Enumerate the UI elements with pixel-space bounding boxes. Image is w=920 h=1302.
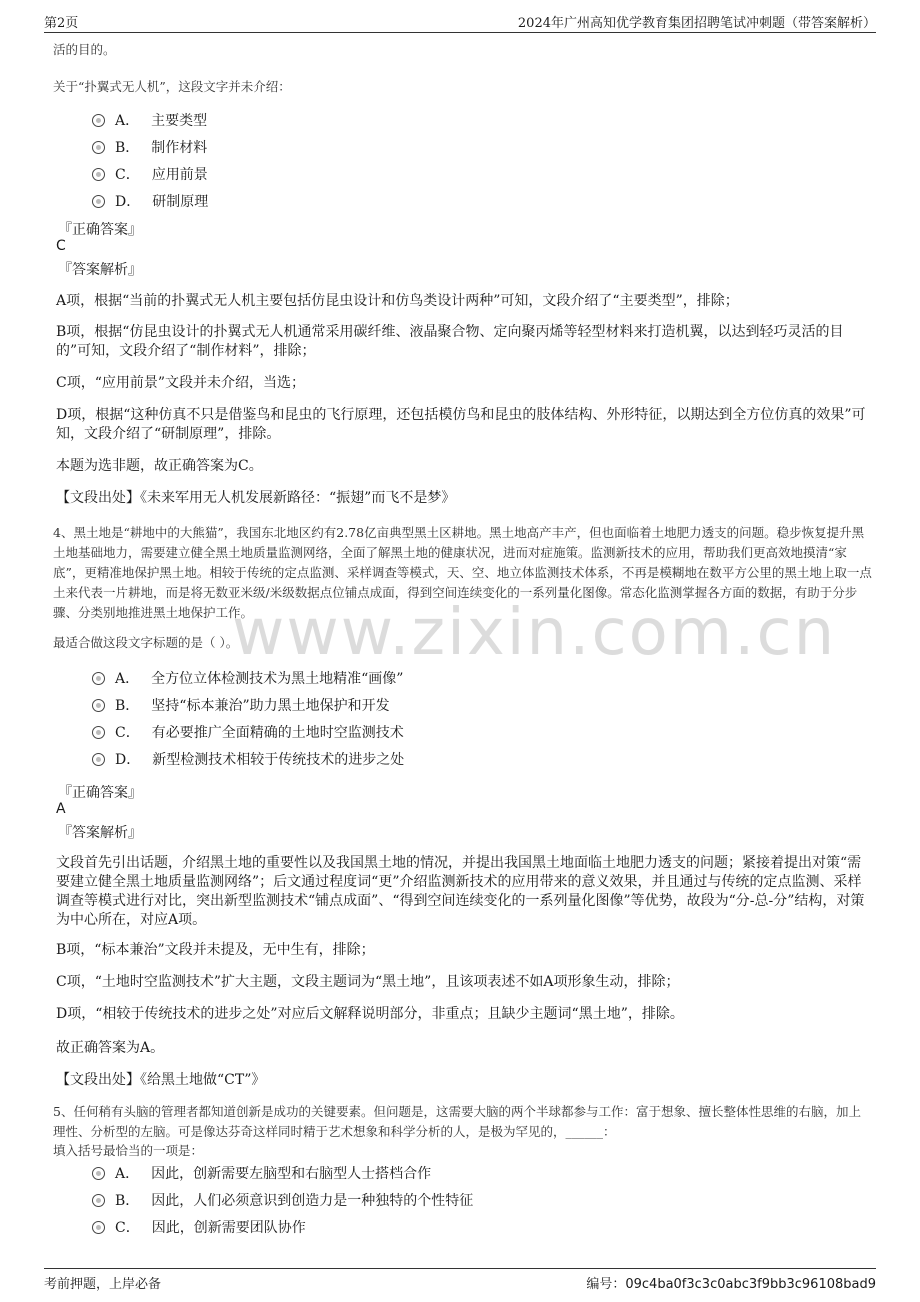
radio-icon[interactable]: [92, 168, 105, 181]
q5-option-a[interactable]: A． 因此，创新需要左脑型和右脑型人士搭档合作: [92, 1163, 431, 1183]
analysis-paragraph: B项，根据“仿昆虫设计的扑翼式无人机通常采用碳纤维、液晶聚合物、定向聚丙烯等轻型材料来打造机翼，以达到轻巧灵活的目的”可知，文段介绍了“制作材料”，排除；: [56, 324, 844, 359]
radio-icon[interactable]: [92, 1194, 105, 1207]
q4-option-d[interactable]: D． 新型检测技术相较于传统技术的进步之处: [92, 749, 404, 769]
radio-icon[interactable]: [92, 141, 105, 154]
radio-icon[interactable]: [92, 195, 105, 208]
radio-icon[interactable]: [92, 726, 105, 739]
q4-option-b[interactable]: B． 坚持“标本兼治”助力黑土地保护和开发: [92, 695, 390, 715]
analysis-paragraph: D项，根据“这种仿真不只是借鉴鸟和昆虫的飞行原理，还包括模仿鸟和昆虫的肢体结构、外形特征，以期达到全方位仿真的效果”可知，文段介绍了“研制原理”，排除。: [56, 407, 866, 442]
watermark: www.zixin.com.cn: [232, 596, 837, 670]
analysis-label: 『答案解析』: [58, 825, 142, 841]
question-5-passage: 5、任何稍有头脑的管理者都知道创新是成功的关键要素。但问题是，这需要大脑的两个半球都参与工作：富于想象、擅长整体性思维的右脑，加上理性、分析型的左脑。可是像达芬奇这样同时精于艺术想象和科学分析的人，是极为罕见的，______：: [53, 1104, 861, 1139]
analysis-paragraph: C项，“应用前景”文段并未介绍，当选；: [56, 375, 306, 391]
analysis-conclusion: 本题为选非题，故正确答案为C。: [56, 458, 263, 474]
q4-option-c[interactable]: C． 有必要推广全面精确的土地时空监测技术: [92, 722, 404, 742]
analysis-paragraph: B项，“标本兼治”文段并未提及，无中生有，排除；: [56, 942, 375, 958]
q5-option-b[interactable]: B． 因此，人们必须意识到创造力是一种独特的个性特征: [92, 1190, 473, 1210]
q4-option-a[interactable]: A． 全方位立体检测技术为黑土地精准“画像”: [92, 668, 403, 688]
document-title: 2024年广州高知优学教育集团招聘笔试冲刺题（带答案解析）: [517, 16, 876, 31]
correct-answer: A: [56, 801, 66, 817]
radio-icon[interactable]: [92, 753, 105, 766]
analysis-paragraph: A项，根据“当前的扑翼式无人机主要包括仿昆虫设计和仿鸟类设计两种”可知，文段介绍了“主要类型”，排除；: [56, 293, 739, 309]
question-4-passage: 4、黑土地是“耕地中的大熊猫”，我国东北地区约有2.78亿亩典型黑土区耕地。黑土地高产丰产，但也面临着土地肥力透支的问题。稳步恢复提升黑土地基础地力，需要建立健全黑土地质量监测网络，全面了解黑土地的健康状况，进而对症施策。监测新技术的应用，帮助我们更高效地摸清“家底”，更精准地保护黑土地。相较于传统的定点监测、采样调查等模式，天、空、地立体监测技术体系，不再是模糊地在数平方公里的黑土地上取一点土来代表一片耕地，而是将无数亚米级/米级数据点位铺点成面，得到空间连续变化的一系列量化图像。常态化监测掌握各方面的数据，有助于分步骤、分类别地推进黑土地保护工作。: [53, 525, 872, 620]
page-header: [44, 10, 876, 33]
correct-answer-label: 『正确答案』: [58, 785, 142, 801]
radio-icon[interactable]: [92, 672, 105, 685]
analysis-paragraph: C项，“土地时空监测技术”扩大主题，文段主题词为“黑土地”，且该项表述不如A项形象生动，排除；: [56, 974, 680, 990]
question-5-stem: 填入括号最恰当的一项是：: [53, 1143, 204, 1158]
document-code: 编号：09c4ba0f3c3c0abc3f9bb3c96108bad9: [586, 1277, 876, 1292]
analysis-conclusion: 故正确答案为A。: [56, 1040, 165, 1056]
analysis-paragraph: D项，“相较于传统技术的进步之处”对应后文解释说明部分，非重点；且缺少主题词“黑土地”，排除。: [56, 1006, 684, 1022]
source-citation: 【文段出处】《给黑土地做“CT”》: [56, 1072, 266, 1088]
question-4-stem: 最适合做这段文字标题的是（ ）。: [53, 635, 239, 650]
source-citation: 【文段出处】《未来军用无人机发展新路径：“振翅”而飞不是梦》: [56, 490, 456, 506]
correct-answer: C: [56, 238, 66, 254]
page-footer: [44, 1268, 876, 1293]
radio-icon[interactable]: [92, 1221, 105, 1234]
q3-option-a[interactable]: A． 主要类型: [92, 110, 207, 130]
passage-tail: 活的目的。: [53, 42, 116, 57]
question-3-stem: 关于“扑翼式无人机”，这段文字并未介绍：: [53, 79, 291, 94]
analysis-label: 『答案解析』: [58, 262, 142, 278]
page-number: 第2页: [44, 16, 79, 31]
radio-icon[interactable]: [92, 114, 105, 127]
q3-option-b[interactable]: B． 制作材料: [92, 137, 207, 157]
radio-icon[interactable]: [92, 1167, 105, 1180]
radio-icon[interactable]: [92, 699, 105, 712]
q3-option-d[interactable]: D． 研制原理: [92, 191, 208, 211]
analysis-paragraph: 文段首先引出话题，介绍黑土地的重要性以及我国黑土地的情况，并提出我国黑土地面临土地肥力透支的问题；紧接着提出对策“需要建立健全黑土地质量监测网络”；后文通过程度词“更”介绍监测新技术的应用带来的意义效果，并且通过与传统的定点监测、采样调查等模式进行对比，突出新型监测技术“铺点成面”、“得到空间连续变化的一系列量化图像”等优势，故段为“分-总-分”结构，对策为中心所在，对应A项。: [56, 855, 865, 928]
q3-option-c[interactable]: C． 应用前景: [92, 164, 208, 184]
footer-slogan: 考前押题，上岸必备: [44, 1277, 162, 1292]
q5-option-c[interactable]: C． 因此，创新需要团队协作: [92, 1217, 306, 1237]
correct-answer-label: 『正确答案』: [58, 222, 142, 238]
